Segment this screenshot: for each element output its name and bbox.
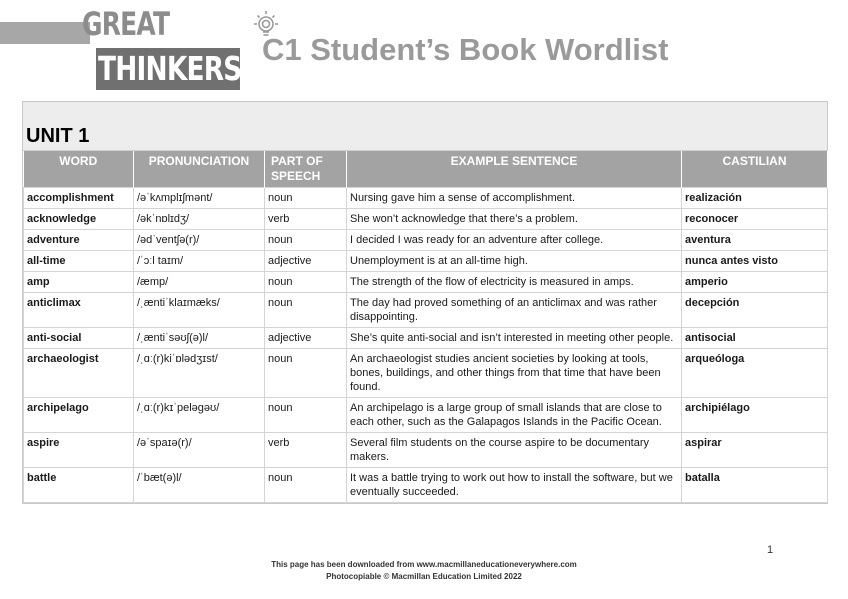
footer-copyright: Photocopiable © Macmillan Education Limited 2022 xyxy=(326,572,522,581)
example-sentence-cell: She’s quite anti-social and isn’t interested in meeting other people. xyxy=(347,328,682,349)
column-header-example-sentence: EXAMPLE SENTENCE xyxy=(347,151,682,188)
example-sentence-cell: An archaeologist studies ancient societies by looking at tools, bones, buildings, and other things from that time that have been found. xyxy=(347,349,682,398)
pronunciation-cell: /ˌɑː(r)kiˈɒlədʒɪst/ xyxy=(134,349,265,398)
part-of-speech-cell: adjective xyxy=(265,251,347,272)
castilian-cell: decepción xyxy=(682,293,828,328)
page-number: 1 xyxy=(767,544,774,556)
part-of-speech-cell: noun xyxy=(265,293,347,328)
part-of-speech-cell: noun xyxy=(265,349,347,398)
word-cell: all-time xyxy=(24,251,134,272)
word-cell: acknowledge xyxy=(24,209,134,230)
table-row xyxy=(24,272,828,293)
part-of-speech-cell: noun xyxy=(265,188,347,209)
castilian-cell: aspirar xyxy=(682,433,828,468)
unit-header xyxy=(23,102,827,151)
castilian-cell: arqueóloga xyxy=(682,349,828,398)
table-row xyxy=(24,398,828,433)
column-header-castilian: CASTILIAN xyxy=(682,151,828,188)
example-sentence-cell: The day had proved something of an anticlimax and was rather disappointing. xyxy=(347,293,682,328)
word-cell: anticlimax xyxy=(24,293,134,328)
column-header-word: WORD xyxy=(24,151,134,188)
castilian-cell: aventura xyxy=(682,230,828,251)
part-of-speech-cell: noun xyxy=(265,398,347,433)
example-sentence-cell: Nursing gave him a sense of accomplishment. xyxy=(347,188,682,209)
castilian-cell: antisocial xyxy=(682,328,828,349)
example-sentence-cell: Unemployment is at an all-time high. xyxy=(347,251,682,272)
table-row xyxy=(24,230,828,251)
word-cell: accomplishment xyxy=(24,188,134,209)
example-sentence-cell: An archipelago is a large group of small islands that are close to each other, such as the Galapagos Islands in the Pacific Ocean. xyxy=(347,398,682,433)
part-of-speech-cell: noun xyxy=(265,468,347,503)
example-sentence-cell: She won’t acknowledge that there’s a problem. xyxy=(347,209,682,230)
column-header-pronunciation: PRONUNCIATION xyxy=(134,151,265,188)
wordlist-sheet xyxy=(22,101,828,504)
table-row xyxy=(24,293,828,328)
page-title: C1 Student’s Book Wordlist xyxy=(262,32,669,67)
example-sentence-cell: I decided I was ready for an adventure after college. xyxy=(347,230,682,251)
word-cell: battle xyxy=(24,468,134,503)
word-cell: archaeologist xyxy=(24,349,134,398)
pronunciation-cell: /ˌæntiˈklaɪmæks/ xyxy=(134,293,265,328)
part-of-speech-cell: adjective xyxy=(265,328,347,349)
word-cell: amp xyxy=(24,272,134,293)
word-cell: archipelago xyxy=(24,398,134,433)
word-cell: anti-social xyxy=(24,328,134,349)
part-of-speech-cell: verb xyxy=(265,209,347,230)
castilian-cell: reconocer xyxy=(682,209,828,230)
example-sentence-cell: It was a battle trying to work out how to install the software, but we eventually succeeded. xyxy=(347,468,682,503)
table-row xyxy=(24,209,828,230)
pronunciation-cell: /æmp/ xyxy=(134,272,265,293)
table-row xyxy=(24,251,828,272)
table-row xyxy=(24,188,828,209)
table-row xyxy=(24,328,828,349)
footer-download-note: This page has been downloaded from www.macmillaneducationeverywhere.com xyxy=(271,560,577,569)
pronunciation-cell: /ˈɔːl taɪm/ xyxy=(134,251,265,272)
logo-text-great: GREAT xyxy=(82,5,170,43)
example-sentence-cell: Several film students on the course aspire to be documentary makers. xyxy=(347,433,682,468)
pronunciation-cell: /ˌæntiˈsəʊʃ(ə)l/ xyxy=(134,328,265,349)
castilian-cell: nunca antes visto xyxy=(682,251,828,272)
pronunciation-cell: /əkˈnɒlɪdʒ/ xyxy=(134,209,265,230)
word-cell: aspire xyxy=(24,433,134,468)
unit-title: UNIT 1 xyxy=(26,125,90,147)
pronunciation-cell: /ˌɑː(r)kɪˈpeləgəʊ/ xyxy=(134,398,265,433)
wordlist-table xyxy=(23,151,828,503)
castilian-cell: archipiélago xyxy=(682,398,828,433)
table-header-row xyxy=(24,151,828,188)
logo-box-thinkers xyxy=(96,48,240,90)
part-of-speech-cell: noun xyxy=(265,272,347,293)
table-row xyxy=(24,468,828,503)
pronunciation-cell: /ədˈventʃə(r)/ xyxy=(134,230,265,251)
part-of-speech-cell: noun xyxy=(265,230,347,251)
word-cell: adventure xyxy=(24,230,134,251)
table-row xyxy=(24,433,828,468)
castilian-cell: amperio xyxy=(682,272,828,293)
pronunciation-cell: /əˈspaɪə(r)/ xyxy=(134,433,265,468)
great-thinkers-logo xyxy=(78,4,240,88)
castilian-cell: batalla xyxy=(682,468,828,503)
pronunciation-cell: /əˈkʌmplɪʃmənt/ xyxy=(134,188,265,209)
pronunciation-cell: /ˈbæt(ə)l/ xyxy=(134,468,265,503)
column-header-part-of-speech: PART OF SPEECH xyxy=(265,151,347,188)
example-sentence-cell: The strength of the flow of electricity is measured in amps. xyxy=(347,272,682,293)
castilian-cell: realización xyxy=(682,188,828,209)
header-stripe xyxy=(0,22,90,44)
part-of-speech-cell: verb xyxy=(265,433,347,468)
table-row xyxy=(24,349,828,398)
logo-text-thinkers: THINKERS xyxy=(98,49,242,88)
